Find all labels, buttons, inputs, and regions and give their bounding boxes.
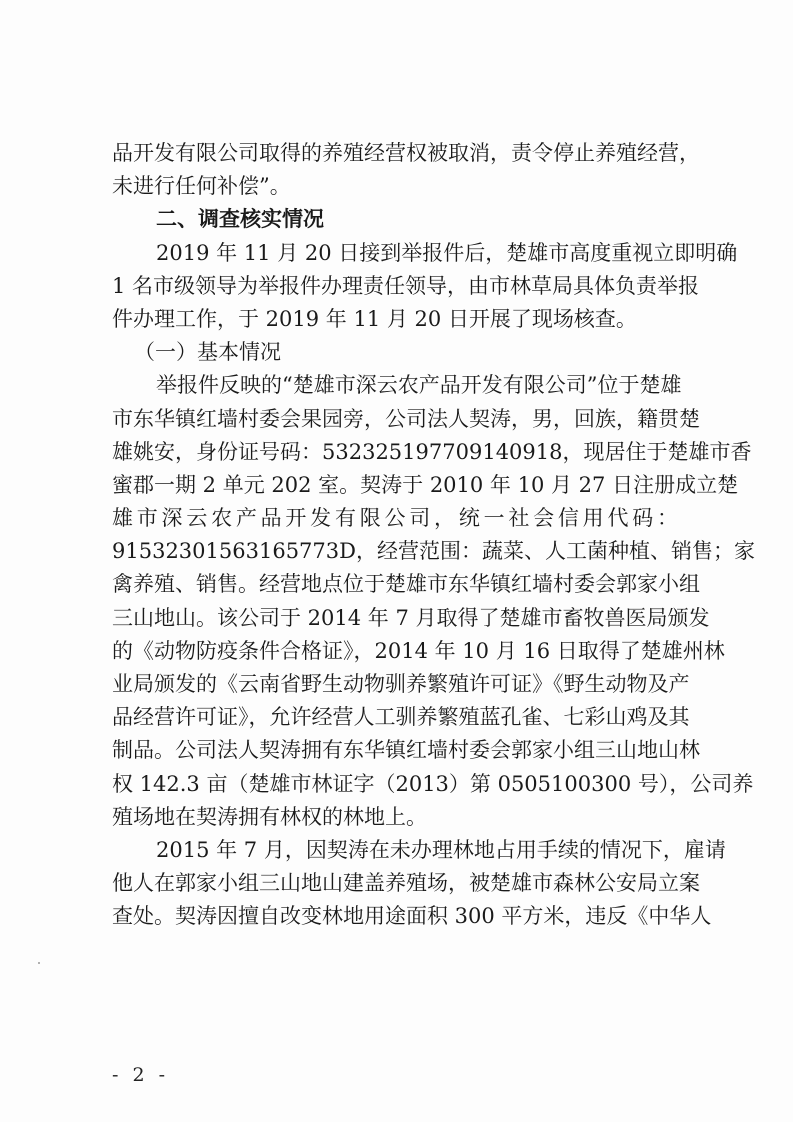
- subsection-heading: （一）基本情况: [134, 340, 281, 365]
- paragraph-line: 件办理工作，于 2019 年 11 月 20 日开展了现场核查。: [112, 306, 637, 331]
- paragraph-line: 的《动物防疫条件合格证》，2014 年 10 月 16 日取得了楚雄州林: [112, 638, 725, 663]
- paragraph-line: 2019 年 11 月 20 日接到举报件后，楚雄市高度重视立即明确: [156, 240, 738, 265]
- paragraph-line: 禽养殖、销售。经营地点位于楚雄市东华镇红墙村委会郭家小组: [112, 572, 700, 597]
- document-body: [112, 137, 755, 934]
- paragraph-line: 雄市深云农产品开发有限公司，统一社会信用代码：: [112, 506, 678, 531]
- paragraph-line: 举报件反映的“楚雄市深云农产品开发有限公司”位于楚雄: [156, 373, 682, 398]
- paragraph-line: 2015 年 7 月，因契涛在未办理林地占用手续的情况下，雇请: [156, 837, 726, 862]
- paragraph-line: 权 142.3 亩（楚雄市林证字（2013）第 0505100300 号），公司养: [112, 771, 754, 796]
- paragraph-line: 查处。契涛因擅自改变林地用途面积 300 平方米，违反《中华人: [112, 904, 712, 929]
- page-number: - 2 -: [112, 1064, 170, 1086]
- paragraph-line: 未进行任何补偿”。: [112, 174, 291, 199]
- paragraph-line: 蜜郡一期 2 单元 202 室。契涛于 2010 年 10 月 27 日注册成立楚: [112, 472, 739, 497]
- paragraph-line: 品开发有限公司取得的养殖经营权被取消，责令停止养殖经营，: [112, 141, 700, 165]
- paragraph-line: 品经营许可证》，允许经营人工驯养繁殖蓝孔雀、七彩山鸡及其: [112, 705, 690, 730]
- paragraph-line: 1 名市级领导为举报件办理责任领导，由市林草局具体负责举报: [112, 273, 700, 298]
- paragraph-line: 业局颁发的《云南省野生动物驯养繁殖许可证》《野生动物及产: [112, 672, 690, 696]
- section-heading: 二、调查核实情况: [156, 207, 324, 232]
- paragraph-line: 91532301563165773D，经营范围：蔬菜、人工菌种植、销售；家: [112, 539, 755, 564]
- paragraph-line: 殖场地在契涛拥有林权的林地上。: [112, 804, 427, 829]
- paragraph-line: 市东华镇红墙村委会果园旁，公司法人契涛，男，回族，籍贯楚: [112, 406, 700, 431]
- paragraph-line: 雄姚安，身份证号码：532325197709140918，现居住于楚雄市香: [112, 439, 752, 464]
- paragraph-line: 制品。公司法人契涛拥有东华镇红墙村委会郭家小组三山地山林: [112, 738, 700, 763]
- paragraph-line: 他人在郭家小组三山地山建盖养殖场，被楚雄市森林公安局立案: [112, 871, 700, 896]
- scan-speck: [38, 962, 40, 964]
- paragraph-line: 三山地山。该公司于 2014 年 7 月取得了楚雄市畜牧兽医局颁发: [112, 605, 710, 630]
